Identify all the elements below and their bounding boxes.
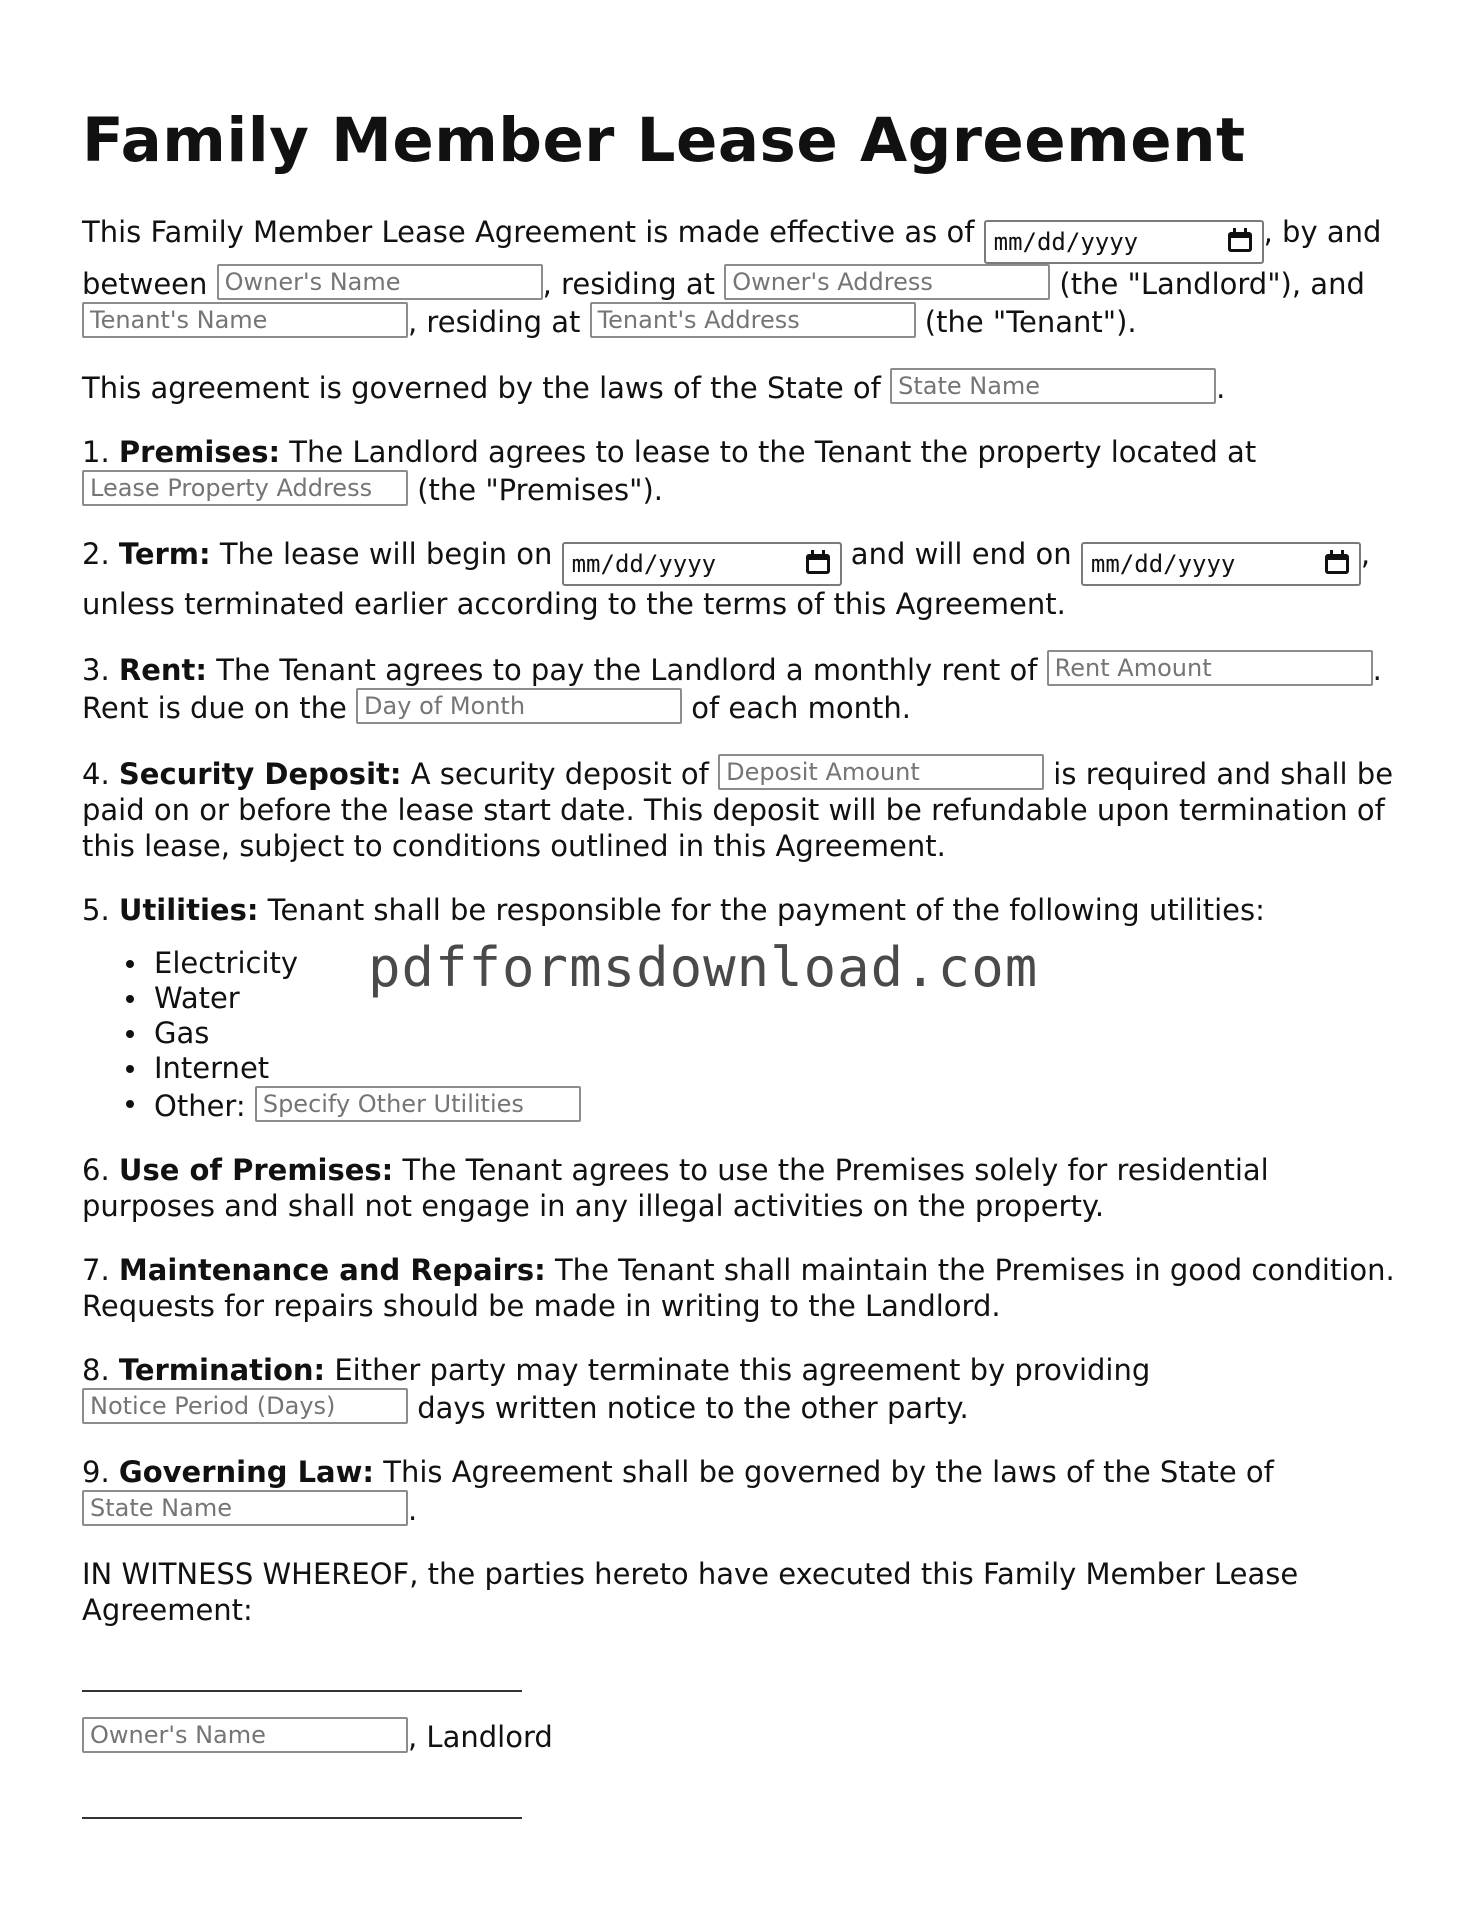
list-item-other: Other: Specify Other Utilities [154, 1086, 1402, 1124]
section-heading: Premises: [118, 435, 281, 469]
landlord-signature-name: Owner's Name , Landlord [82, 1717, 1402, 1755]
lease-property-address-input[interactable]: Lease Property Address [82, 470, 408, 506]
section-utilities: 5. Utilities: Tenant shall be responsible for the payment of the following utilities: [82, 893, 1265, 927]
intro-text-4: (the "Landlord"), and [1050, 267, 1365, 301]
rent-day-input[interactable]: Day of Month [356, 688, 682, 724]
lease-document [82, 0, 1402, 1819]
intro-text-6: (the "Tenant"). [915, 305, 1137, 339]
owner-name-input[interactable]: Owner's Name [217, 264, 543, 300]
section-term: 2. Term: The lease will begin on mm/dd/yyyy and will end on mm/dd/yyyy , unless terminated earlier according to the terms of this Agreement. [82, 537, 1371, 621]
section-rent: 3. Rent: The Tenant agrees to pay the Landlord a monthly rent of Rent Amount . Rent is due on the Day of Month of each month. [82, 650, 1402, 726]
intro-paragraph [82, 214, 1402, 340]
rent-amount-input[interactable]: Rent Amount [1047, 650, 1373, 686]
page-title: Family Member Lease Agreement [82, 105, 1246, 176]
calendar-icon[interactable] [1325, 554, 1349, 574]
list-item: Water [154, 981, 1402, 1016]
owner-address-input[interactable]: Owner's Address [724, 264, 1050, 300]
tenant-name-input[interactable]: Tenant's Name [82, 302, 408, 338]
intro-text-2: , by and between [82, 215, 1382, 301]
section-maintenance: 7. Maintenance and Repairs: The Tenant shall maintain the Premises in good condition. Requests for repairs should be made in writing to the Landlord. [82, 1253, 1395, 1323]
section-heading: Maintenance and Repairs: [118, 1253, 546, 1287]
lease-end-date-input[interactable]: mm/dd/yyyy [1081, 542, 1361, 586]
intro-text-1: This Family Member Lease Agreement is made effective as of [82, 215, 984, 249]
list-item: Electricity [154, 946, 1402, 981]
tenant-address-input[interactable]: Tenant's Address [590, 302, 916, 338]
landlord-signature-line [82, 1690, 522, 1692]
section-premises: 1. Premises: The Landlord agrees to lease to the Tenant the property located at Lease Property Address (the "Premises"). [82, 435, 1257, 507]
section-heading: Term: [118, 537, 211, 571]
witness-statement: IN WITNESS WHEREOF, the parties hereto have executed this Family Member Lease Agreement: [82, 1557, 1299, 1627]
tenant-signature-line [82, 1817, 522, 1819]
landlord-name-input[interactable]: Owner's Name [82, 1717, 408, 1753]
state-name-input[interactable]: State Name [890, 368, 1216, 404]
notice-period-input[interactable]: Notice Period (Days) [82, 1388, 408, 1424]
governing-state-input[interactable]: State Name [82, 1490, 408, 1526]
calendar-icon[interactable] [1228, 232, 1252, 252]
section-heading: Rent: [118, 653, 207, 687]
deposit-amount-input[interactable]: Deposit Amount [718, 754, 1044, 790]
calendar-icon[interactable] [806, 554, 830, 574]
other-utilities-input[interactable]: Specify Other Utilities [255, 1086, 581, 1122]
intro-text-5: , residing at [408, 305, 590, 339]
effective-date-input[interactable]: mm/dd/yyyy [984, 220, 1264, 264]
watermark: pdfformsdownload.com [368, 936, 1039, 999]
section-heading: Utilities: [118, 893, 259, 927]
section-use: 6. Use of Premises: The Tenant agrees to use the Premises solely for residential purposes and shall not engage in any illegal activities on the property. [82, 1153, 1269, 1223]
section-deposit: 4. Security Deposit: A security deposit of Deposit Amount is required and shall be paid on or before the lease start date. This deposit will be refundable upon termination of this lease, subject to conditions outlined in this Agreement. [82, 754, 1402, 864]
section-termination: 8. Termination: Either party may terminate this agreement by providing Notice Period (Days) days written notice to the other party. [82, 1353, 1151, 1425]
section-governing-law: 9. Governing Law: This Agreement shall be governed by the laws of the State of State Name . [82, 1455, 1274, 1527]
list-item: Gas [154, 1016, 1402, 1051]
lease-start-date-input[interactable]: mm/dd/yyyy [562, 542, 842, 586]
section-heading: Security Deposit: [118, 757, 402, 791]
intro-text-3: , residing at [542, 267, 725, 301]
list-item: Internet [154, 1051, 1402, 1086]
governed-paragraph: This agreement is governed by the laws of the State of State Name . [82, 368, 1402, 406]
section-heading: Governing Law: [118, 1455, 375, 1489]
section-heading: Termination: [118, 1353, 326, 1387]
section-heading: Use of Premises: [118, 1153, 394, 1187]
